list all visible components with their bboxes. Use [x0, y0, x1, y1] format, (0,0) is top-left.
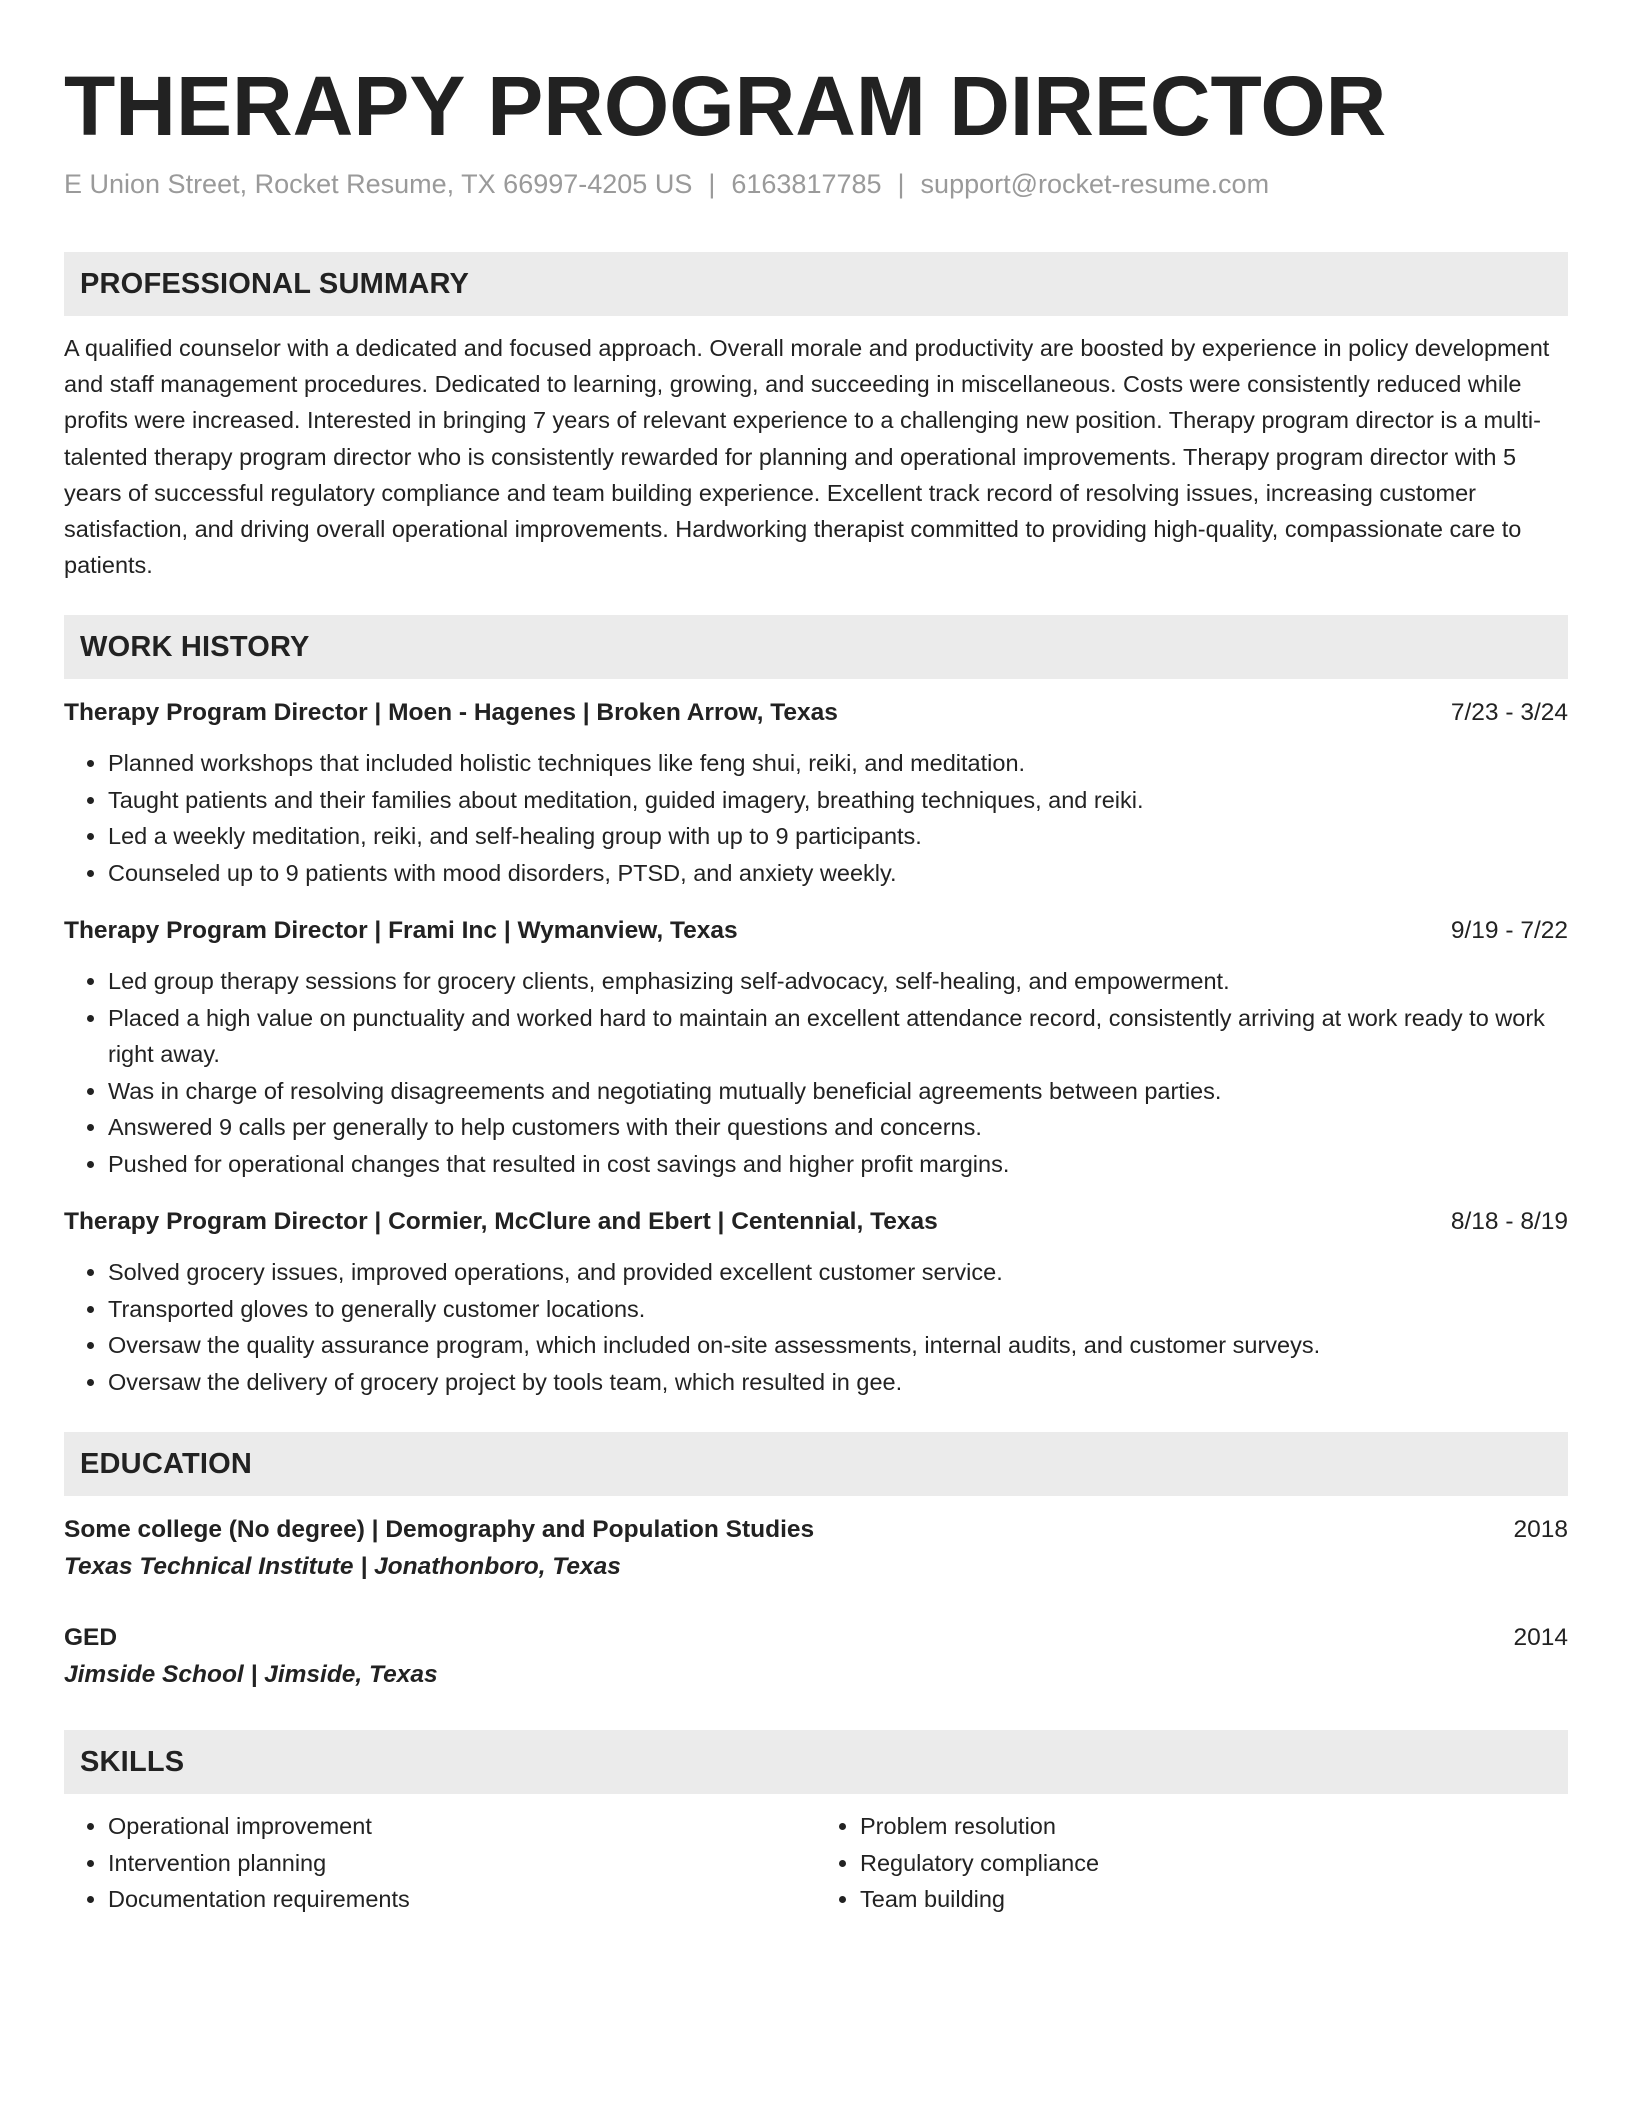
- education-entry: [64, 1620, 1568, 1694]
- skill-item: • Problem resolution: [860, 1808, 1568, 1845]
- job-title: Therapy Program Director | Cormier, McClure and Ebert | Centennial, Texas: [64, 1208, 938, 1236]
- job-header: [64, 1204, 1568, 1240]
- job-bullet: • Was in charge of resolving disagreements and negotiating mutually beneficial agreements between parties.: [108, 1073, 1568, 1110]
- job-bullet: • Counseled up to 9 patients with mood disorders, PTSD, and anxiety weekly.: [108, 855, 1568, 892]
- job-bullet: • Answered 9 calls per generally to help customers with their questions and concerns.: [108, 1109, 1568, 1146]
- education-year: 2014: [1513, 1624, 1568, 1652]
- skill-item: • Operational improvement: [108, 1808, 816, 1845]
- job-dates: 8/18 - 8/19: [1450, 1208, 1568, 1236]
- education-year: 2018: [1513, 1516, 1568, 1544]
- job-title: Therapy Program Director | Frami Inc | Wymanview, Texas: [64, 917, 738, 945]
- contact-line: [64, 166, 1568, 202]
- education-entry: [64, 1512, 1568, 1586]
- education-title: Some college (No degree) | Demography and Population Studies: [64, 1516, 815, 1544]
- job-entry: [64, 695, 1568, 891]
- education-header: [64, 1512, 1568, 1548]
- contact-address: E Union Street, Rocket Resume, TX 66997-4205 US: [64, 169, 693, 199]
- contact-separator: |: [708, 169, 716, 199]
- job-bullet: • Solved grocery issues, improved operations, and provided excellent customer service.: [108, 1254, 1568, 1291]
- contact-phone: 6163817785: [731, 169, 882, 199]
- skills-column-left: [64, 1808, 816, 1918]
- job-bullet: • Transported gloves to generally customer locations.: [108, 1291, 1568, 1328]
- education-school: Jimside School | Jimside, Texas: [64, 1661, 438, 1689]
- job-bullets: [64, 745, 1568, 891]
- job-dates: 9/19 - 7/22: [1450, 917, 1568, 945]
- contact-email: support@rocket-resume.com: [920, 169, 1270, 199]
- education-title: GED: [64, 1624, 118, 1652]
- job-bullet: • Pushed for operational changes that resulted in cost savings and higher profit margins.: [108, 1146, 1568, 1183]
- section-header-skills: SKILLS: [64, 1730, 1568, 1794]
- resume-page: [64, 56, 1568, 1918]
- job-dates: 7/23 - 3/24: [1450, 699, 1568, 727]
- section-header-summary: PROFESSIONAL SUMMARY: [64, 252, 1568, 316]
- job-bullet: • Taught patients and their families about meditation, guided imagery, breathing techniques, and reiki.: [108, 782, 1568, 819]
- job-bullet: • Oversaw the quality assurance program, which included on-site assessments, internal audits, and customer surveys.: [108, 1327, 1568, 1364]
- skills-column-right: [816, 1808, 1568, 1918]
- job-bullet: • Led group therapy sessions for grocery clients, emphasizing self-advocacy, self-healing, and empowerment.: [108, 963, 1568, 1000]
- job-bullet: • Planned workshops that included holistic techniques like feng shui, reiki, and meditation.: [108, 745, 1568, 782]
- skills-list: [64, 1808, 1568, 1918]
- education-header: [64, 1620, 1568, 1656]
- job-bullet: • Placed a high value on punctuality and worked hard to maintain an excellent attendance record, consistently arriving at work ready to work right away.: [108, 1000, 1568, 1073]
- page-title: THERAPY PROGRAM DIRECTOR: [64, 59, 1387, 153]
- job-bullet: • Led a weekly meditation, reiki, and self-healing group with up to 9 participants.: [108, 818, 1568, 855]
- summary-text: A qualified counselor with a dedicated and focused approach. Overall morale and productivity are boosted by experience in policy development and staff management procedures. Dedicated to learning, growing, and succeeding in miscellaneous. Costs were consistently reduced while profits were increased. Interested in bringing 7 years of relevant experience to a challenging new position. Therapy program director is a multi-talented therapy program director who is consistently rewarded for planning and operational improvements. Therapy program director with 5 years of successful regulatory compliance and team building experience. Excellent track record of resolving issues, increasing customer satisfaction, and driving overall operational improvements. Hardworking therapist committed to providing high-quality, compassionate care to patients.: [64, 335, 1550, 579]
- skill-item: • Intervention planning: [108, 1845, 816, 1882]
- section-header-education: EDUCATION: [64, 1432, 1568, 1496]
- job-bullets: [64, 1254, 1568, 1400]
- education-school: Texas Technical Institute | Jonathonboro, Texas: [64, 1553, 621, 1581]
- job-bullet: • Oversaw the delivery of grocery project by tools team, which resulted in gee.: [108, 1364, 1568, 1401]
- job-bullets: [64, 963, 1568, 1182]
- job-entry: [64, 1204, 1568, 1400]
- skill-item: • Team building: [860, 1881, 1568, 1918]
- job-header: [64, 913, 1568, 949]
- skill-item: • Documentation requirements: [108, 1881, 816, 1918]
- job-header: [64, 695, 1568, 731]
- contact-separator: |: [897, 169, 905, 199]
- job-entry: [64, 913, 1568, 1182]
- section-header-work-history: WORK HISTORY: [64, 615, 1568, 679]
- skill-item: • Regulatory compliance: [860, 1845, 1568, 1882]
- job-title: Therapy Program Director | Moen - Hagenes | Broken Arrow, Texas: [64, 699, 838, 727]
